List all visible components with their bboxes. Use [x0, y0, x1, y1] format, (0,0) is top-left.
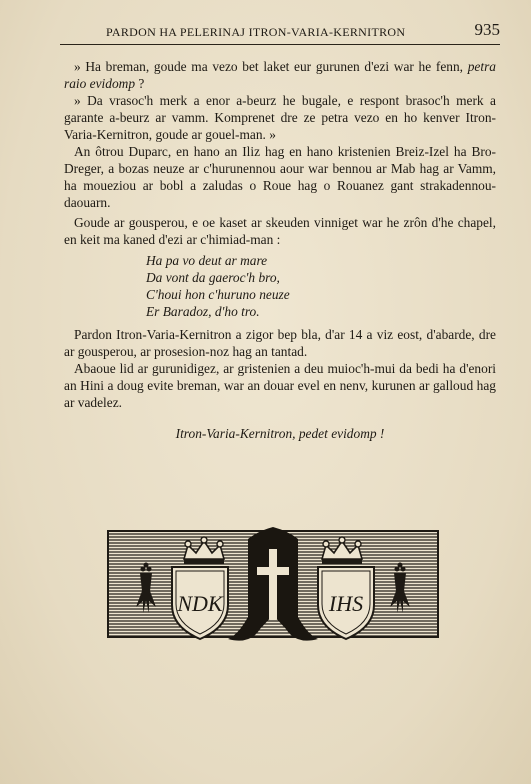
- poem: [146, 252, 496, 320]
- paragraph-1-end: ?: [138, 76, 145, 91]
- text-body: [64, 58, 496, 442]
- paragraph-4: Goude ar gousperou, e oe kaset ar skeuden vinniget war he zrôn d'he chapel, en keit ma kaned d'ezi ar c'himiad-man :: [64, 215, 496, 247]
- crown-icon: [184, 537, 224, 564]
- paragraph-3: An ôtrou Duparc, en hano an Iliz hag en hano kristenien Breiz-Izel ha Bro-Dreger, a bozas neuze ar c'hurunennou aour war bennou ar Mab hag ar Vamm, ha moueziou ar bobl a zaludas o Roue hag o Rouanez gant strakadennou-daouarn.: [64, 144, 496, 210]
- closing-invocation: Itron-Varia-Kernitron, pedet evidomp !: [175, 426, 385, 441]
- page-number: 935: [474, 20, 500, 39]
- paragraph-2: » Da vrasoc'h merk a enor a-beurz he bugale, e respont brasoc'h merk a garante a-beurz ar vamm. Komprenet dre ze petra vezo en ho kenver Itron-Varia-Kernitron, goude ar gouel-man. »: [64, 93, 496, 142]
- paragraph-1-text: » Ha breman, goude ma vezo bet laket eur gurunen d'ezi war he fenn,: [74, 59, 464, 74]
- paragraph-5: Pardon Itron-Varia-Kernitron a zigor bep bla, d'ar 14 a viz eost, d'abarde, dre ar gousperou, ar prosesion-noz hag an tantad.: [64, 327, 496, 359]
- crown-icon: [322, 537, 362, 564]
- heraldic-ornament: [106, 521, 440, 649]
- poem-line: C'houi hon c'huruno neuze: [146, 287, 290, 302]
- poem-line: Ha pa vo deut ar mare: [146, 253, 268, 268]
- paragraph-1-italic: petra raio evidomp: [64, 59, 496, 91]
- paragraph-6: Abaoue lid ar gurunidigez, ar gristenien a deu muioc'h-mui da bedi ha d'enori an Hini a doug evite breman, war an douar evel en nenv, kurunen ar galloud hag ar vadelez.: [64, 361, 496, 410]
- poem-line: Er Baradoz, d'ho tro.: [146, 304, 260, 319]
- left-monogram: NDK: [177, 591, 223, 616]
- right-monogram: IHS: [328, 591, 364, 616]
- paragraph-1: [64, 58, 496, 92]
- running-title: PARDON HA PELERINAJ ITRON-VARIA-KERNITRON: [106, 25, 406, 39]
- running-header: [60, 20, 500, 45]
- poem-line: Da vont da gaeroc'h bro,: [146, 270, 280, 285]
